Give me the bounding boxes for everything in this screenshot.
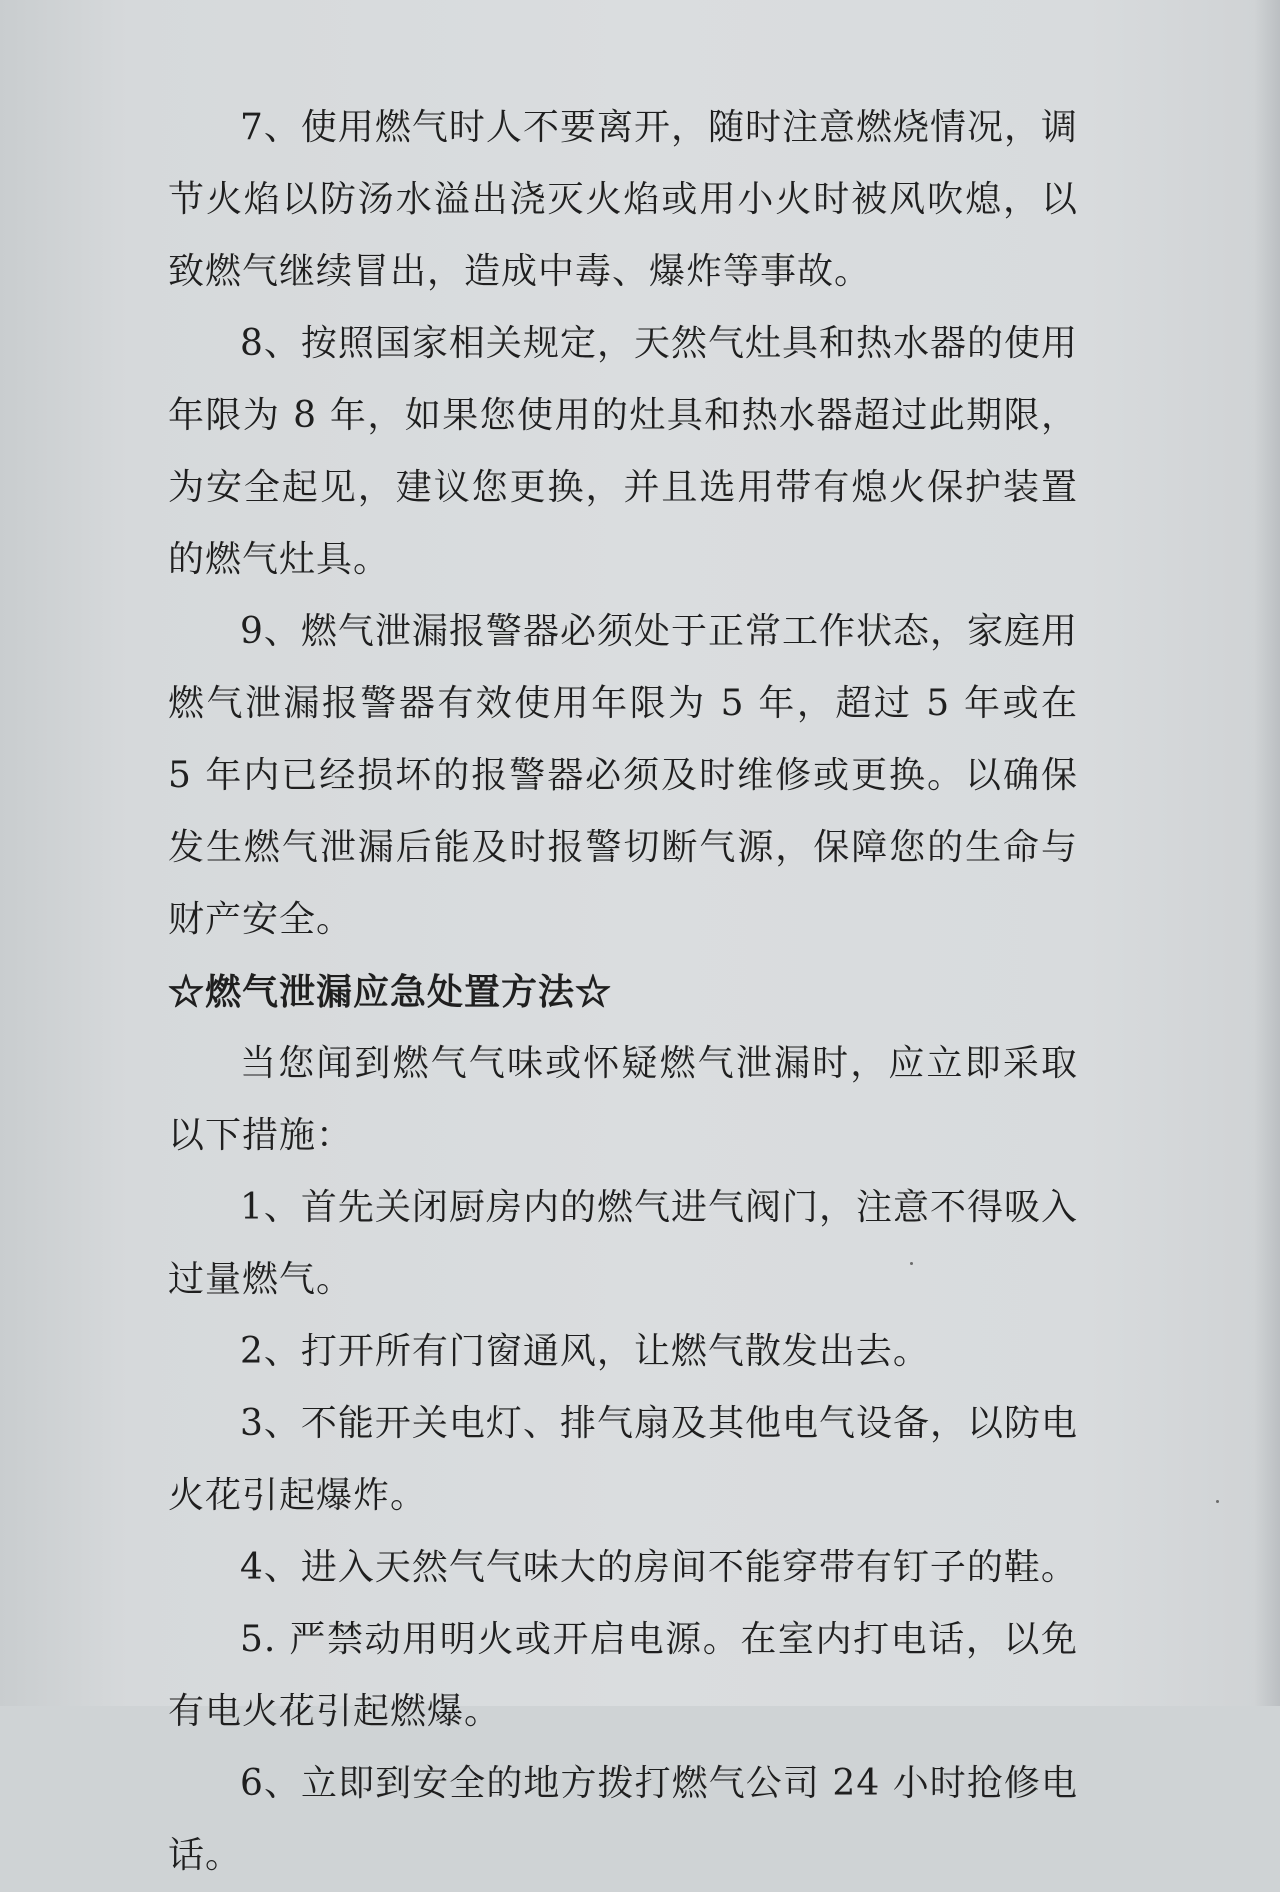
paper-speck (1216, 1500, 1219, 1503)
step-1: 1、首先关闭厨房内的燃气进气阀门，注意不得吸入过量燃气。 (168, 1187, 1078, 1300)
paragraph-7: 7、使用燃气时人不要离开，随时注意燃烧情况，调节火焰以防汤水溢出浇灭火焰或用小火时被风吹熄，以致燃气继续冒出，造成中毒、爆炸等事故。 (168, 107, 1078, 292)
section-heading: ☆燃气泄漏应急处置方法☆ (168, 971, 613, 1013)
paragraph-9: 9、燃气泄漏报警器必须处于正常工作状态，家庭用燃气泄漏报警器有效使用年限为 5 年，超过 5 年或在 5 年内已经损坏的报警器必须及时维修或更换。以确保发生燃气泄漏后能及时报警切断气源，保障您的生命与财产安全。 (168, 611, 1078, 940)
step-4: 4、进入天然气气味大的房间不能穿带有钉子的鞋。 (240, 1547, 1078, 1588)
intro-paragraph: 当您闻到燃气气味或怀疑燃气泄漏时，应立即采取以下措施： (168, 1043, 1078, 1156)
step-5: 5. 严禁动用明火或开启电源。在室内打电话，以免有电火花引起燃爆。 (168, 1619, 1078, 1732)
paper-speck (910, 1262, 913, 1265)
step-3: 3、不能开关电灯、排气扇及其他电气设备，以防电火花引起爆炸。 (168, 1403, 1078, 1516)
paragraph-8: 8、按照国家相关规定，天然气灶具和热水器的使用年限为 8 年，如果您使用的灶具和热水器超过此期限，为安全起见，建议您更换，并且选用带有熄火保护装置的燃气灶具。 (168, 323, 1078, 580)
step-6: 6、立即到安全的地方拨打燃气公司 24 小时抢修电话。 (168, 1763, 1078, 1876)
paper-edge-shadow (1254, 0, 1280, 1706)
step-2: 2、打开所有门窗通风，让燃气散发出去。 (240, 1331, 930, 1372)
document-page (168, 92, 1078, 1892)
